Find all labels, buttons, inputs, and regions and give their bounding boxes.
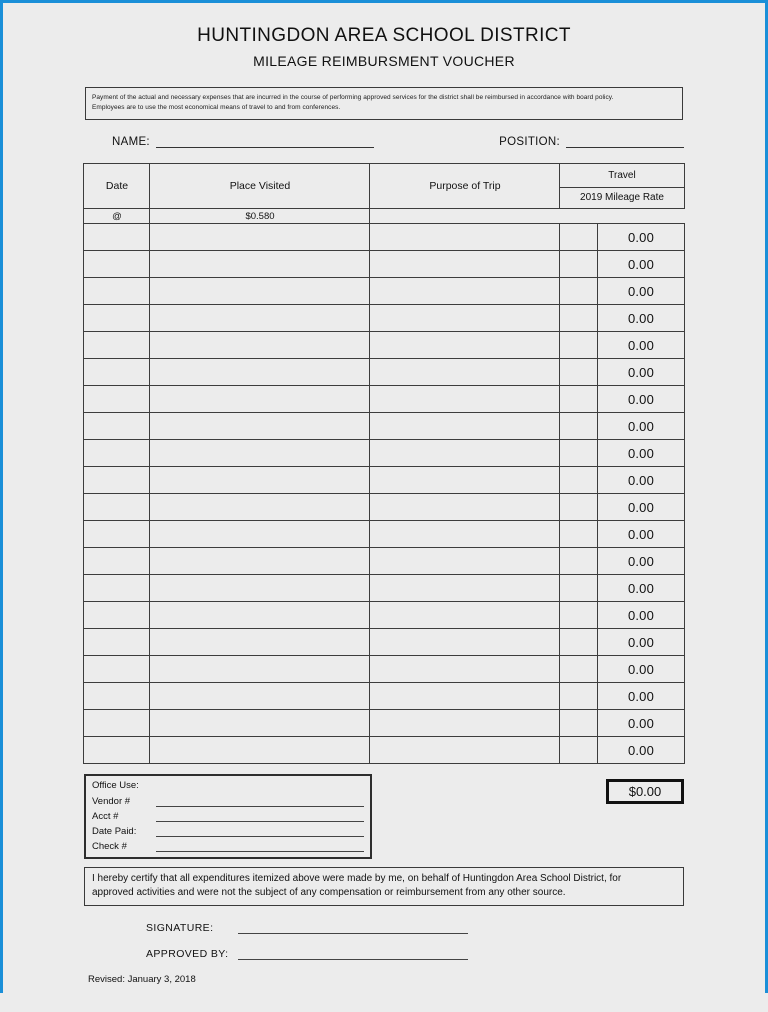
cell-place[interactable] (150, 683, 370, 710)
office-use-acct-row (92, 810, 364, 822)
signature-block (84, 922, 684, 960)
cell-date[interactable] (84, 251, 150, 278)
table-header-row-1 (84, 164, 684, 188)
cell-amount: 0.00 (598, 656, 684, 683)
name-label: NAME: (112, 136, 150, 148)
cell-place[interactable] (150, 737, 370, 764)
cell-miles[interactable] (560, 278, 598, 305)
table-row (84, 494, 684, 521)
certification-line-2: approved activities and were not the subject of any compensation or reimbursement from any other source. (92, 887, 566, 898)
cell-miles[interactable] (560, 602, 598, 629)
cell-date[interactable] (84, 467, 150, 494)
table-row (84, 251, 684, 278)
cell-place[interactable] (150, 251, 370, 278)
cell-purpose[interactable] (370, 629, 560, 656)
cell-place[interactable] (150, 224, 370, 251)
cell-amount: 0.00 (598, 332, 684, 359)
cell-purpose[interactable] (370, 575, 560, 602)
table-row (84, 413, 684, 440)
cell-date[interactable] (84, 656, 150, 683)
cell-purpose[interactable] (370, 359, 560, 386)
cell-place[interactable] (150, 656, 370, 683)
cell-amount: 0.00 (598, 521, 684, 548)
cell-amount: 0.00 (598, 386, 684, 413)
cell-date[interactable] (84, 629, 150, 656)
cell-date[interactable] (84, 224, 150, 251)
cell-date[interactable] (84, 710, 150, 737)
signature-label: SIGNATURE: (146, 922, 214, 934)
office-use-title: Office Use: (92, 780, 139, 791)
page-title: HUNTINGDON AREA SCHOOL DISTRICT (197, 25, 571, 46)
name-input[interactable] (156, 134, 374, 148)
cell-miles[interactable] (560, 413, 598, 440)
cell-place[interactable] (150, 521, 370, 548)
cell-amount: 0.00 (598, 548, 684, 575)
lower-section (84, 774, 684, 859)
cell-place[interactable] (150, 386, 370, 413)
page-subtitle: MILEAGE REIMBURSMENT VOUCHER (253, 53, 515, 69)
cell-miles[interactable] (560, 332, 598, 359)
cell-amount: 0.00 (598, 737, 684, 764)
cell-miles[interactable] (560, 521, 598, 548)
position-label: POSITION: (499, 136, 560, 148)
office-use-check-row (92, 840, 364, 852)
column-header-purpose-of-trip: Purpose of Trip (370, 164, 560, 209)
cell-date[interactable] (84, 359, 150, 386)
cell-amount: 0.00 (598, 683, 684, 710)
cell-date[interactable] (84, 737, 150, 764)
column-header-date: Date (84, 164, 150, 209)
cell-purpose[interactable] (370, 386, 560, 413)
cell-amount: 0.00 (598, 251, 684, 278)
column-header-at-symbol: @ (84, 209, 150, 224)
policy-note-line-2: Employees are to use the most economical means of travel to and from conferences. (92, 104, 341, 111)
cell-miles[interactable] (560, 305, 598, 332)
cell-purpose[interactable] (370, 467, 560, 494)
check-input[interactable] (156, 840, 364, 852)
cell-purpose[interactable] (370, 656, 560, 683)
signature-input[interactable] (238, 922, 468, 934)
table-row (84, 305, 684, 332)
certification-line-1: I hereby certify that all expenditures itemized above were made by me, on behalf of Huntingdon Area School District, for (92, 873, 622, 884)
cell-miles[interactable] (560, 494, 598, 521)
cell-place[interactable] (150, 467, 370, 494)
cell-date[interactable] (84, 602, 150, 629)
acct-label: Acct # (92, 811, 119, 822)
cell-amount: 0.00 (598, 629, 684, 656)
cell-miles[interactable] (560, 629, 598, 656)
total-amount-box: $0.00 (606, 779, 684, 804)
cell-amount: 0.00 (598, 467, 684, 494)
signature-row (146, 922, 684, 934)
cell-date[interactable] (84, 494, 150, 521)
office-use-box (84, 774, 372, 859)
cell-place[interactable] (150, 305, 370, 332)
table-row (84, 359, 684, 386)
cell-place[interactable] (150, 332, 370, 359)
table-row (84, 440, 684, 467)
table-row (84, 278, 684, 305)
approved-by-label: APPROVED BY: (146, 948, 229, 960)
cell-purpose[interactable] (370, 413, 560, 440)
mileage-table-head (84, 164, 684, 224)
cell-date[interactable] (84, 332, 150, 359)
cell-purpose[interactable] (370, 251, 560, 278)
cell-miles[interactable] (560, 251, 598, 278)
cell-miles[interactable] (560, 467, 598, 494)
cell-date[interactable] (84, 440, 150, 467)
cell-date[interactable] (84, 575, 150, 602)
cell-miles[interactable] (560, 224, 598, 251)
table-row (84, 710, 684, 737)
date-paid-input[interactable] (156, 825, 364, 837)
cell-date[interactable] (84, 305, 150, 332)
table-row (84, 386, 684, 413)
check-label: Check # (92, 841, 127, 852)
vendor-input[interactable] (156, 795, 364, 807)
cell-purpose[interactable] (370, 737, 560, 764)
cell-amount: 0.00 (598, 494, 684, 521)
cell-place[interactable] (150, 359, 370, 386)
acct-input[interactable] (156, 810, 364, 822)
cell-place[interactable] (150, 548, 370, 575)
policy-note-box (85, 87, 683, 120)
cell-purpose[interactable] (370, 548, 560, 575)
cell-amount: 0.00 (598, 440, 684, 467)
table-row (84, 332, 684, 359)
office-use-date-paid-row (92, 825, 364, 837)
cell-purpose[interactable] (370, 278, 560, 305)
cell-amount: 0.00 (598, 305, 684, 332)
mileage-table (83, 163, 684, 764)
table-row (84, 656, 684, 683)
approved-by-input[interactable] (238, 948, 468, 960)
cell-place[interactable] (150, 413, 370, 440)
document-page (3, 25, 765, 1012)
cell-place[interactable] (150, 710, 370, 737)
approved-by-row (146, 948, 684, 960)
cell-date[interactable] (84, 548, 150, 575)
table-row (84, 548, 684, 575)
position-input[interactable] (566, 134, 684, 148)
table-row (84, 602, 684, 629)
cell-purpose[interactable] (370, 224, 560, 251)
vendor-label: Vendor # (92, 796, 131, 807)
cell-date[interactable] (84, 386, 150, 413)
certification-box (84, 867, 684, 906)
cell-miles[interactable] (560, 386, 598, 413)
cell-amount: 0.00 (598, 710, 684, 737)
cell-amount: 0.00 (598, 602, 684, 629)
cell-purpose[interactable] (370, 602, 560, 629)
cell-date[interactable] (84, 521, 150, 548)
cell-purpose[interactable] (370, 710, 560, 737)
cell-miles[interactable] (560, 737, 598, 764)
table-row (84, 737, 684, 764)
cell-miles[interactable] (560, 710, 598, 737)
table-row (84, 575, 684, 602)
cell-purpose[interactable] (370, 683, 560, 710)
table-row (84, 629, 684, 656)
table-row (84, 683, 684, 710)
revised-date: Revised: January 3, 2018 (88, 974, 196, 985)
office-use-vendor-row (92, 795, 364, 807)
column-header-place-visited: Place Visited (150, 164, 370, 209)
column-header-mileage-rate: 2019 Mileage Rate (560, 187, 684, 208)
cell-miles[interactable] (560, 683, 598, 710)
cell-purpose[interactable] (370, 332, 560, 359)
cell-amount: 0.00 (598, 575, 684, 602)
table-row (84, 521, 684, 548)
column-header-rate-value: $0.580 (150, 209, 370, 224)
cell-miles[interactable] (560, 656, 598, 683)
table-header-row-3 (84, 209, 684, 224)
cell-place[interactable] (150, 278, 370, 305)
cell-amount: 0.00 (598, 278, 684, 305)
cell-miles[interactable] (560, 575, 598, 602)
column-header-travel: Travel (560, 164, 684, 188)
cell-purpose[interactable] (370, 494, 560, 521)
cell-place[interactable] (150, 602, 370, 629)
cell-purpose[interactable] (370, 521, 560, 548)
cell-amount: 0.00 (598, 224, 684, 251)
cell-date[interactable] (84, 413, 150, 440)
cell-place[interactable] (150, 629, 370, 656)
cell-purpose[interactable] (370, 305, 560, 332)
cell-purpose[interactable] (370, 440, 560, 467)
cell-amount: 0.00 (598, 413, 684, 440)
cell-miles[interactable] (560, 359, 598, 386)
cell-miles[interactable] (560, 440, 598, 467)
cell-place[interactable] (150, 494, 370, 521)
cell-amount: 0.00 (598, 359, 684, 386)
policy-note-line-1: Payment of the actual and necessary expenses that are incurred in the course of performing approved services for the district shall be reimbursed in accordance with board policy. (92, 94, 614, 101)
table-row (84, 467, 684, 494)
date-paid-label: Date Paid: (92, 826, 137, 837)
cell-date[interactable] (84, 683, 150, 710)
cell-place[interactable] (150, 575, 370, 602)
mileage-table-body (84, 224, 684, 764)
cell-miles[interactable] (560, 548, 598, 575)
cell-date[interactable] (84, 278, 150, 305)
identity-row (84, 134, 684, 148)
table-row (84, 224, 684, 251)
cell-place[interactable] (150, 440, 370, 467)
